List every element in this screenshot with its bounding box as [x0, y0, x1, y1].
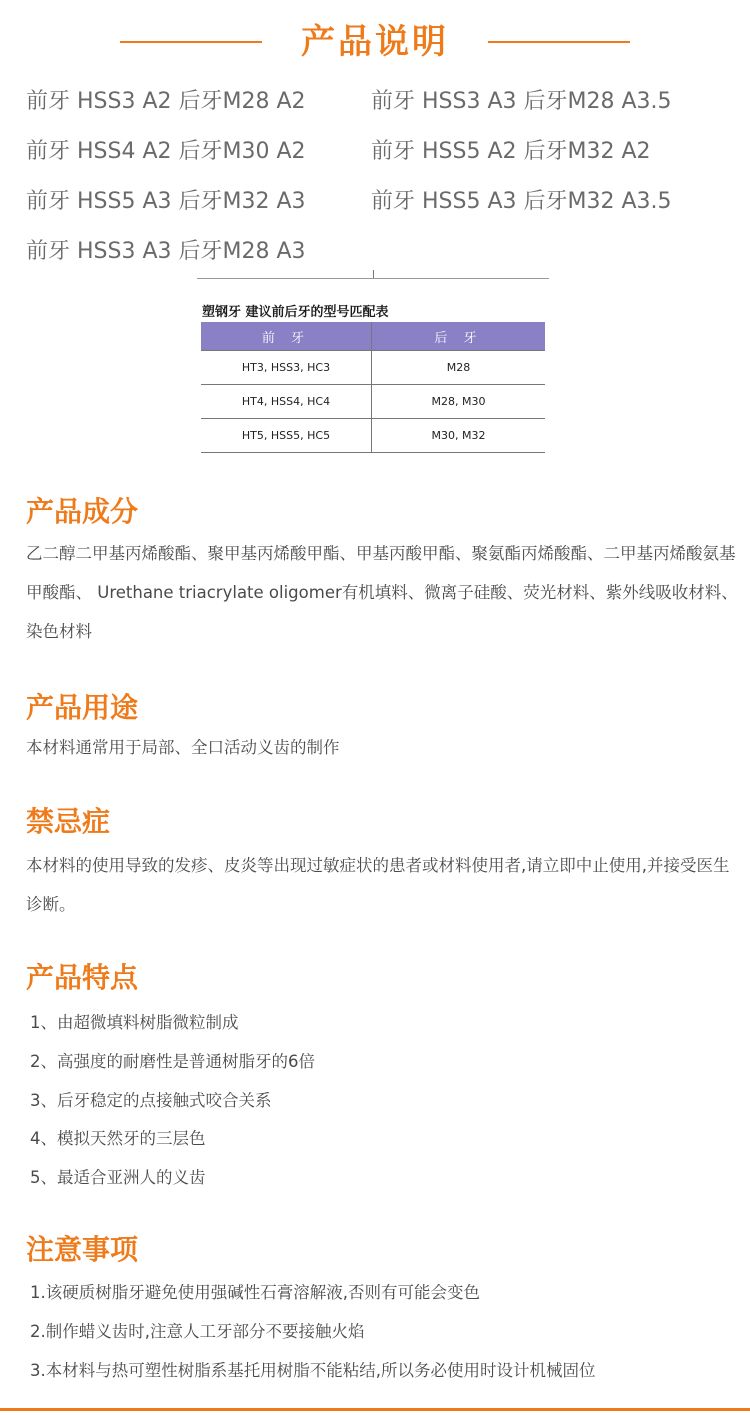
usage-title: 产品用途: [26, 691, 139, 724]
model-item: 前牙 HSS3 A2 后牙M28 A2: [26, 88, 306, 114]
list-item: 3、后牙稳定的点接触式咬合关系: [30, 1090, 272, 1110]
model-item: 前牙 HSS5 A3 后牙M32 A3.5: [371, 188, 672, 214]
page-header: [0, 14, 750, 72]
match-table-title: 塑钢牙 建议前后牙的型号匹配表: [202, 305, 389, 320]
model-item: 前牙 HSS3 A3 后牙M28 A3.5: [371, 88, 672, 114]
model-row: [26, 174, 736, 224]
list-item: 1.该硬质树脂牙避免使用强碱性石膏溶解液,否则有可能会变色: [30, 1283, 480, 1302]
model-list: [26, 74, 736, 274]
match-table-cell: HT4, HSS4, HC4: [201, 385, 372, 419]
notes-list: [30, 1274, 730, 1390]
list-item: 1、由超微填料树脂微粒制成: [30, 1013, 239, 1032]
contraindications-text: 本材料的使用导致的发疹、皮炎等出现过敏症状的患者或材料使用者,请立即中止使用,并接受医生诊断。: [26, 856, 730, 914]
notes-title: 注意事项: [26, 1233, 139, 1266]
model-row: [26, 74, 736, 124]
list-item: 2.制作蜡义齿时,注意人工牙部分不要接触火焰: [30, 1321, 365, 1341]
header-divider-left: [120, 41, 262, 43]
table-top-rule: [197, 278, 549, 279]
match-table-row: [201, 419, 545, 453]
composition-text: 乙二醇二甲基丙烯酸酯、聚甲基丙烯酸甲酯、甲基丙酸甲酯、聚氨酯丙烯酸酯、二甲基丙烯酸氨基甲酸酯、 Urethane triacrylate oligomer有机填料、微离子硅酸、荧光材料、紫外线吸收材料、染色材料: [26, 544, 738, 641]
model-item: 前牙 HSS5 A3 后牙M32 A3: [26, 188, 306, 214]
match-table-header-front: 前 牙: [201, 322, 372, 351]
model-row: [26, 124, 736, 174]
table-tick-mark: [373, 270, 374, 278]
match-table-cell: M30, M32: [372, 419, 546, 453]
match-table-row: [201, 351, 545, 385]
match-table-image: [197, 270, 549, 450]
features-title: 产品特点: [26, 961, 139, 994]
footer-divider: [0, 1408, 750, 1411]
contraindications-title: 禁忌症: [26, 805, 111, 838]
match-table: [201, 322, 545, 453]
match-table-row: [201, 385, 545, 419]
match-table-cell: M28: [372, 351, 546, 385]
model-item: 前牙 HSS5 A2 后牙M32 A2: [371, 138, 651, 164]
model-row: [26, 224, 736, 274]
list-item: 2、高强度的耐磨性是普通树脂牙的6倍: [30, 1051, 315, 1071]
features-list: [30, 1004, 730, 1198]
match-table-header-back: 后 牙: [372, 322, 546, 351]
match-table-header-row: [201, 322, 545, 351]
match-table-cell: HT3, HSS3, HC3: [201, 351, 372, 385]
match-table-cell: HT5, HSS5, HC5: [201, 419, 372, 453]
list-item: 3.本材料与热可塑性树脂系基托用树脂不能粘结,所以务必使用时设计机械固位: [30, 1360, 596, 1380]
list-item: 5、最适合亚洲人的义齿: [30, 1168, 206, 1188]
match-table-cell: M28, M30: [372, 385, 546, 419]
usage-text: 本材料通常用于局部、全口活动义齿的制作: [26, 738, 340, 757]
model-item: 前牙 HSS3 A3 后牙M28 A3: [26, 238, 306, 264]
list-item: 4、模拟天然牙的三层色: [30, 1129, 206, 1149]
page-title: 产品说明: [301, 22, 449, 62]
model-item: 前牙 HSS4 A2 后牙M30 A2: [26, 138, 306, 164]
header-divider-right: [488, 41, 630, 43]
composition-title: 产品成分: [26, 495, 139, 528]
